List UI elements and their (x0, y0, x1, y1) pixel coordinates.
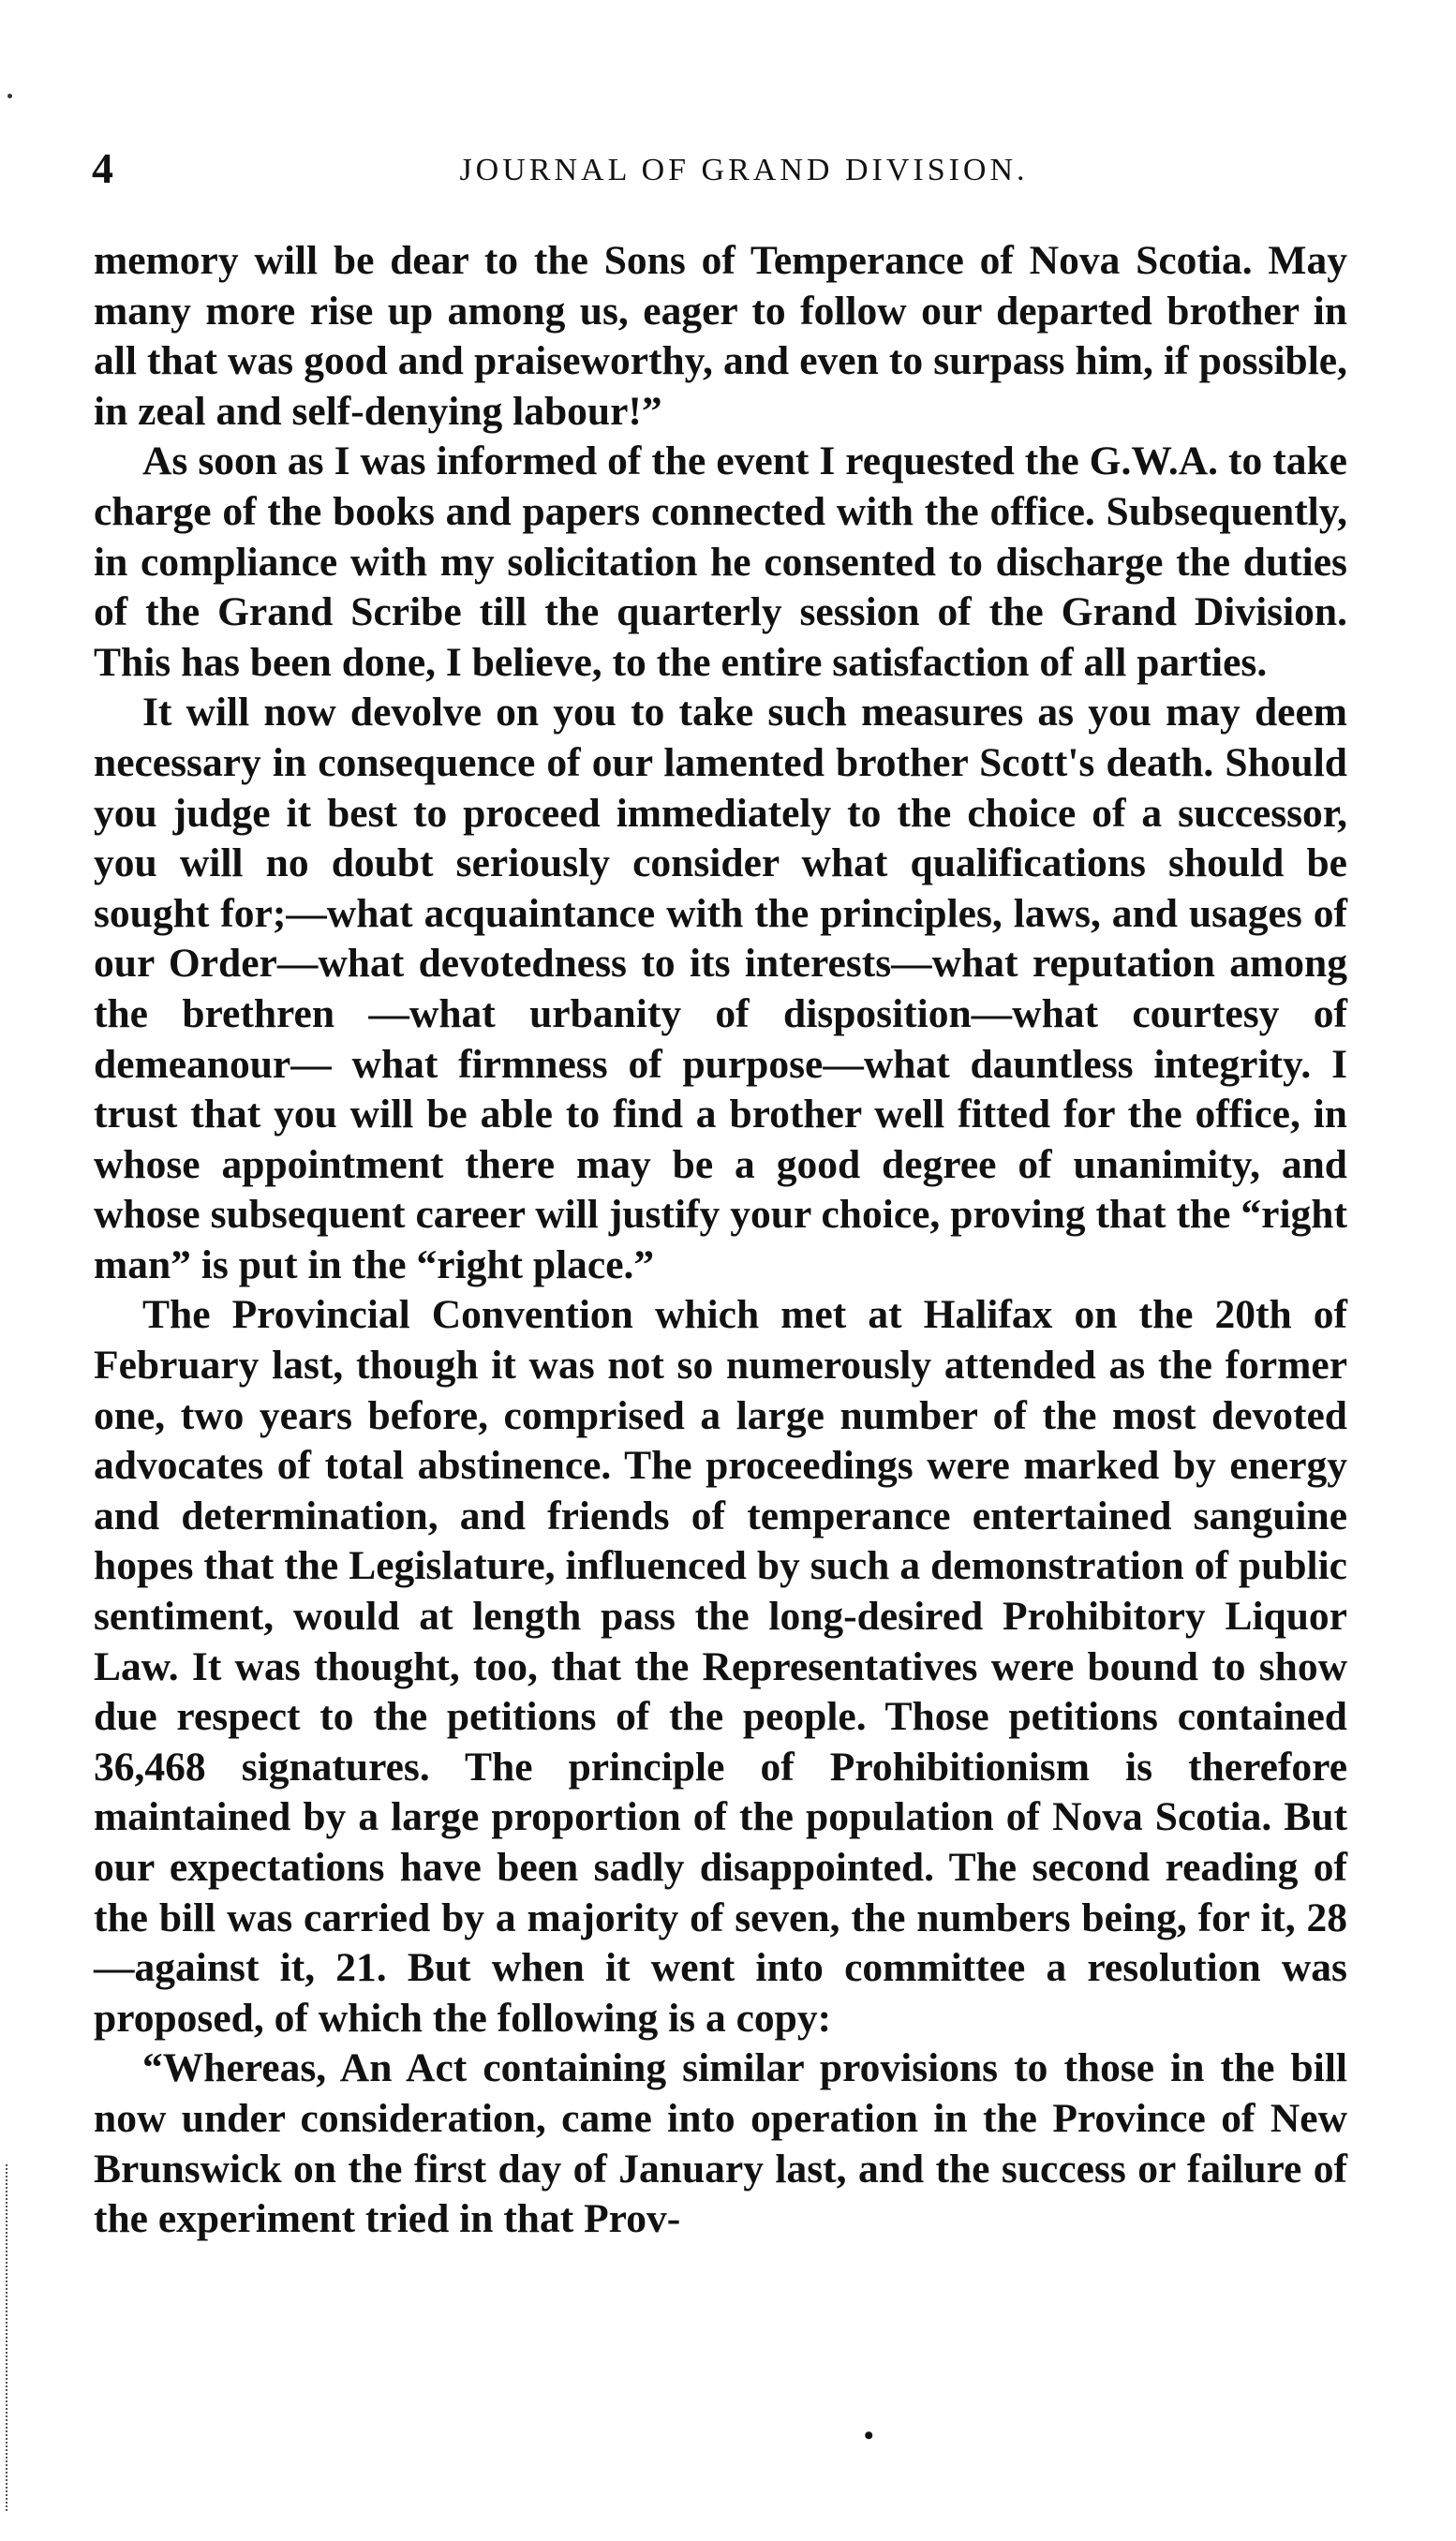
paragraph-2: As soon as I was informed of the event I requested the G.W.A. to take charge of the books and papers connected with the office. Subsequently, in compliance with my solicitation he consented to discharge the duties of the Grand Scribe till the quarterly session of the Grand Division. This has been done, I believe, to the entire satisfaction of all parties. (94, 438, 1347, 685)
signature-mark: • (864, 2420, 874, 2451)
paragraph-5: “Whereas, An Act containing similar provisions to those in the bill now under consideration, came into operation in the Province of New Brunswick on the first day of January last, and the success or failure of the experiment tried in that Prov- (94, 2045, 1347, 2242)
paragraph-4: The Provincial Convention which met at Halifax on the 20th of February last, though it was not so numerously attended as the former one, two years before, comprised a large number of the most devoted advocates of total abstinence. The proceedings were marked by energy and determination, and friends of temperance entertained sanguine hopes that the Legislature, influenced by such a demonstration of public sentiment, would at length pass the long-desired Prohibitory Liquor Law. It was thought, too, that the Representatives were bound to show due respect to the petitions of the people. Those petitions contained 36,468 signatures. The principle of Prohibitionism is therefore maintained by a large proportion of the population of Nova Scotia. But our expectations have been sadly disappointed. The second reading of the bill was carried by a majority of seven, the numbers being, for it, 28—against it, 21. But when it went into committee a resolution was proposed, of which the following is a copy: (94, 1292, 1347, 2041)
paragraph-3: It will now devolve on you to take such measures as you may deem necessary in consequence of our lamented brother Scott's death. Should you judge it best to proceed immediately to the choice of a successor, you will no doubt seriously consider what qualifications should be sought for;—what acquaintance with the principles, laws, and usages of our Order—what devotedness to its interests—what reputation among the brethren —what urbanity of disposition—what courtesy of demeanour— what firmness of purpose—what dauntless integrity. I trust that you will be able to find a brother well fitted for the office, in whose appointment there may be a good degree of unanimity, and whose subsequent career will justify your choice, proving that the “right man” is put in the “right place.” (94, 690, 1347, 1287)
body-text (94, 236, 1347, 2245)
margin-speck (7, 94, 12, 98)
running-head: JOURNAL OF GRAND DIVISION. (459, 153, 1029, 187)
paragraph-1: memory will be dear to the Sons of Temperance of Nova Scotia. May many more rise up among us, eager to follow our departed brother in all that was good and praiseworthy, and even to surpass him, if possible, in zeal and self-denying labour!” (94, 238, 1347, 434)
binding-edge-marks (6, 2164, 15, 2511)
page-header (92, 141, 1359, 197)
page-number: 4 (92, 144, 113, 192)
